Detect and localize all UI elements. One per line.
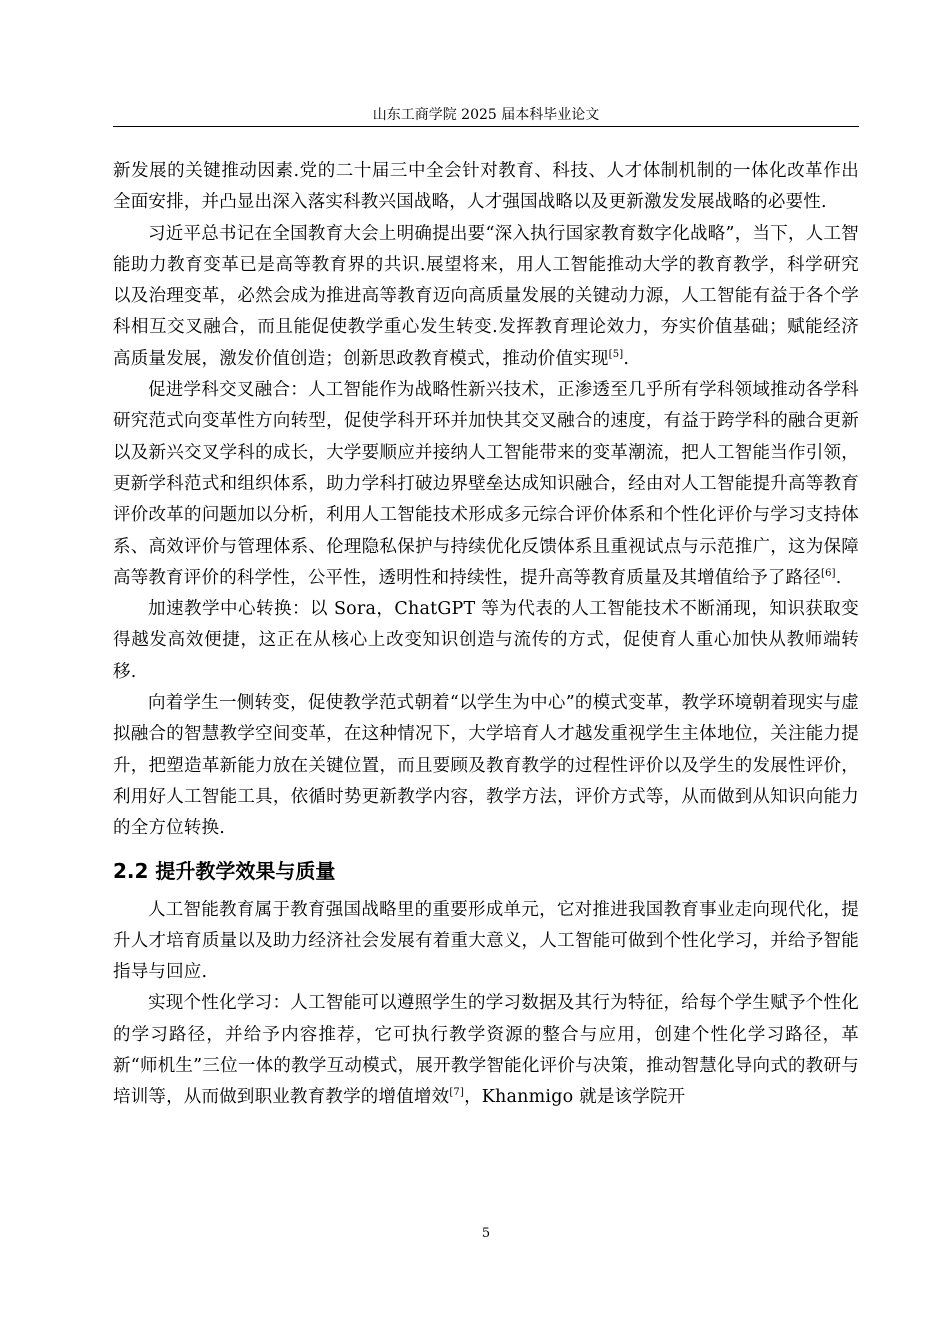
paragraph-3-tail: . (835, 567, 842, 588)
paragraph-7-tail: ，Khanmigo 就是该学院开 (464, 1087, 686, 1108)
paragraph-3 (113, 375, 859, 594)
page-header: 山东工商学院 2025 届本科毕业论文 (372, 107, 600, 123)
paragraph-2-tail: . (623, 348, 630, 369)
page-number: 5 (481, 1226, 491, 1241)
citation-7: [7] (449, 1087, 465, 1099)
page-body (113, 156, 859, 1114)
citation-5: [5] (608, 348, 624, 360)
paragraph-5: 向着学生一侧转变，促使教学范式朝着“以学生为中心”的模式变革，教学环境朝着现实与虚拟融合的智慧教学空间变革，在这种情况下，大学培育人才越发重视学生主体地位，关注能力提升，把塑造革新能力放在关键位置，而且要顾及教育教学的过程性评价以及学生的发展性评价，利用好人工智能工具，依循时势更新教学内容，教学方法，评价方式等，从而做到从知识向能力的全方位转换. (113, 693, 859, 839)
paragraph-2-text: 习近平总书记在全国教育大会上明确提出要“深入执行国家教育数字化战略”，当下，人工智能助力教育变革已是高等教育界的共识.展望将来，用人工智能推动大学的教育教学，科学研究以及治理变革，必然会成为推进高等教育迈向高质量发展的关键动力源，人工智能有益于各个学科相互交叉融合，而且能促使教学重心发生转变.发挥教育理论效力，夯实价值基础；赋能经济高质量发展，激发价值创造；创新思政教育模式，推动价值实现 (113, 223, 859, 369)
paragraph-6: 人工智能教育属于教育强国战略里的重要形成单元，它对推进我国教育事业走向现代化，提升人才培育质量以及助力经济社会发展有着重大意义，人工智能可做到个性化学习，并给予智能指导与回应. (113, 899, 859, 983)
paragraph-2 (113, 219, 859, 375)
section-heading: 2.2 提升教学效果与质量 (113, 858, 336, 883)
citation-6: [6] (821, 568, 836, 580)
paragraph-7-text: 实现个性化学习：人工智能可以遵照学生的学习数据及其行为特征，给每个学生赋予个性化的学习路径，并给予内容推荐，它可执行教学资源的整合与应用，创建个性化学习路径，革新“师机生”三位一体的教学互动模式，展开教学智能化评价与决策，推动智慧化导向式的教研与培训等，从而做到职业教育教学的增值增效 (113, 993, 859, 1108)
paragraph-3-text: 促进学科交叉融合：人工智能作为战略性新兴技术，正渗透至几乎所有学科领域推动各学科研究范式向变革性方向转型，促使学科开环并加快其交叉融合的速度，有益于跨学科的融合更新以及新兴交叉学科的成长，大学要顺应并接纳人工智能带来的变革潮流，把人工智能当作引领，更新学科范式和组织体系，助力学科打破边界壁垒达成知识融合，经由对人工智能提升高等教育评价改革的问题加以分析，利用人工智能技术形成多元综合评价体系和个性化评价与学习支持体系、高效评价与管理体系、伦理隐私保护与持续优化反馈体系且重视试点与示范推广，这为保障高等教育评价的科学性，公平性，透明性和持续性，提升高等教育质量及其增值给予了路径 (113, 380, 859, 588)
header-rule (113, 126, 859, 127)
paragraph-1: 新发展的关键推动因素.党的二十届三中全会针对教育、科技、人才体制机制的一体化改革作出全面安排，并凸显出深入落实科教兴国战略，人才强国战略以及更新激发发展战略的必要性. (113, 161, 859, 213)
paragraph-4: 加速教学中心转换：以 Sora，ChatGPT 等为代表的人工智能技术不断涌现，知识获取变得越发高效便捷，这正在从核心上改变知识创造与流传的方式，促使育人重心加快从教师端转移. (113, 599, 859, 682)
paragraph-7 (113, 988, 859, 1113)
